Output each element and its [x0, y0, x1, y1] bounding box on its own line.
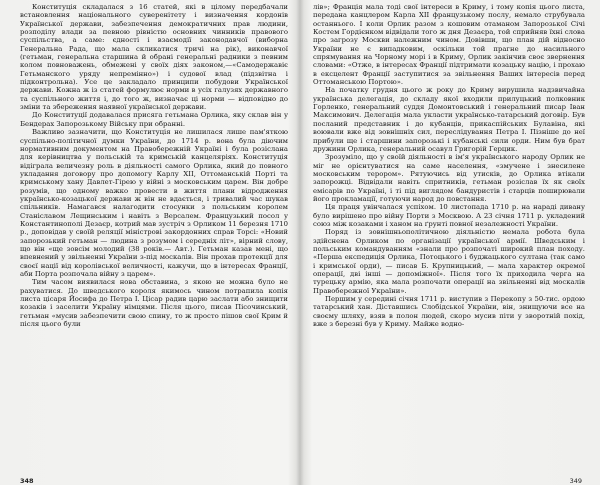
paragraph: Тим часом виявилася нова обставина, з якою не можна було не рахуватися. До шведського короля якимось чином потрапила копія листа цісаря Йосифа до Петра І. Цісар радив царю заслати або знищити козаків і заселити Україну німцями. Після цього, писав Пісочинський, гетьман «мусив забезпечити свою спину, то ж просто пішов свої Крим й після цього були	[20, 278, 288, 329]
left-page-number: 348	[20, 477, 34, 485]
left-page	[20, 3, 288, 481]
paragraph: Ця праця увінчалася успіхом. 10 листопада 1710 р. на нараді дивану було вирішено про війну Порти з Москвою. А 23 січня 1711 р. укладений союз між козаками і ханом на ґрунті повної незалежності України.	[313, 203, 585, 228]
right-page	[313, 3, 585, 481]
paragraph: Першим у середині січня 1711 р. виступив з Перекопу з 50-тис. ордою татарський хан. Діставшись Слобідської України, він, знищуючи все на своєму шляху, взяв в полон людей, скоро мусив піти у зворотній похід, вже з березні був у Криму. Майже водно-	[313, 295, 585, 329]
right-page-number: 349	[569, 477, 582, 485]
paragraph: Конституція складалася з 16 статей, які в цілому передбачали встановлення національного суверенітету і визначення кордонів Української держави, забезпечення демократичних прав людини, розподілу влади за певною рівністю основних чинників правового суспільства, а саме: єдності і взаємодії законодавчої (виборна Генеральна Рада, що мала скликатися тричі на рік), виконавчої (гетьман, генеральна старшина й обрані генеральні радники з певним колом повноважень, обмежені у своїх діях законом,—«Самодержавіє Гетьманского уряду непремінно») і судової влад (підзвітна і підконтрольна). Усе це закладало принципи побудови Української держави. Кожна ж із статей формулює норми в усіх галузях державного та суспільного життя і, до того ж, визначає ці норми — відповідно до зміни та збереження наявної української держави.	[20, 3, 288, 112]
paragraph: Важливо зазначити, що Конституція не лишилася лише пам'яткою суспільно-політичної думки України, до 1714 р. вона була діючим нормативним документом на Правобережній Україні і була розіслана для керівництва у польській та кримській канцеляріях. Конституція відіграла величезну роль в діяльності самого Орлика, який до повного укладання договору про допомогу Карлу XII, Оттоманській Порті та кримському хану Давлет-Гірею у війні з московським царем. Він добре розумів, що одному важко провести в життя плани відродження українсько-козацької держави ж він не вдається, і тривалий час шукав спільників. Намагався налагодити стосунки з польським королем Станіславом Лещинським і навіть з Версалем. Французький посол у Константинополі Дезаєр, котрий мав зустріч з Орликом 11 березня 1710 р., доповідав у своїй реляції міністрові закордонних справ Торсі: «Новий запорозький гетьман — людина з розумом і середніх літ», вірний слову, що він «ще зовсім молодий (38 років.— Авт.). Гетьман казав мені, що впевнений у звільненні України з-під москалів. Він прохав протекції для своєї нації від королівської величності, кажучи, що в інтересах Франції, аби Порта розпочала війну з царем».	[20, 128, 288, 278]
paragraph: Поряд із зовнішньополітичною діяльністю немала робота була здійснена Орликом по організації української армії. Шведським і польським командуванням «знали про розпочаті широкий план походу. «Перша експедиція Орлика, Потоцького і буджацького султана (так само і кримської орди), — писав Б. Крупницький, — мала характер окремої операції, дві інші — допоміжної». Після того їх приходила черга на турецьку армію, яка мала розпочати операції на звільненні від москалів Правобережної України».	[313, 228, 585, 295]
paragraph: На початку грудня цього ж року до Криму вирушила надзвичайна українська делегація, до складу якої входили прилуцький полковник Горленко, генеральний суддя Домонтовський і генеральний писар Іван Максимович. Делегація мала укласти українсько-татарський договір. Був посланий представник і до кубанців, прикаспійських Булавіна, які воювали вже від зовнішніх сил, переслідування Петра I. Пізніше до неї прибули ще і старшини запорозькі і кубанські сили орди. Ним був брат дружини Орлика, генеральний осавул Григорій Герцик.	[313, 86, 585, 153]
paragraph: Зрозуміло, що у своїй діяльності в ім'я українського народу Орлик не міг не орієнтуватися на саме населення, «змучене і знесилене московським терором». Рятуючись від утисків, до Орлика втікали запорожці. Відвідали навіть спритників, гетьман розіслав їх як своїх емісарів по Україні, і ті під виглядом бандуристів і старців поширювали його прокламації, готуючи народ до повстання.	[313, 153, 585, 203]
book-gutter	[296, 0, 304, 485]
paragraph: лів»; Франція мала тоді свої інтереси в Криму, і тому копія цього листа, передана канцлером Карла XII французькому послу, немало струбувала останнього. І коли Орлик разом з кошовим отаманом Запорозької Січі Костем Гордієнком відвідали того ж дня Дезаєра, той сприйняв їхні слова про загрозу Москви належним чином. Довівши, що план дій відносно України не є випадковим, оскільки той прагне до насильного спрямування на Чорному морі і в Криму, Орлик закінчив своє звернення словами: «Отже, в інтересах Франції підтримати козацьку націю, і прохаю в ексцелент Франції заступитися за звільнення Ваших інтересів перед Оттоманською Портою».	[313, 3, 585, 87]
paragraph: До Конституції додавалася присяга гетьмана Орлика, яку склав він у Бендерах Запорозькому Війську при обранні.	[20, 111, 288, 128]
